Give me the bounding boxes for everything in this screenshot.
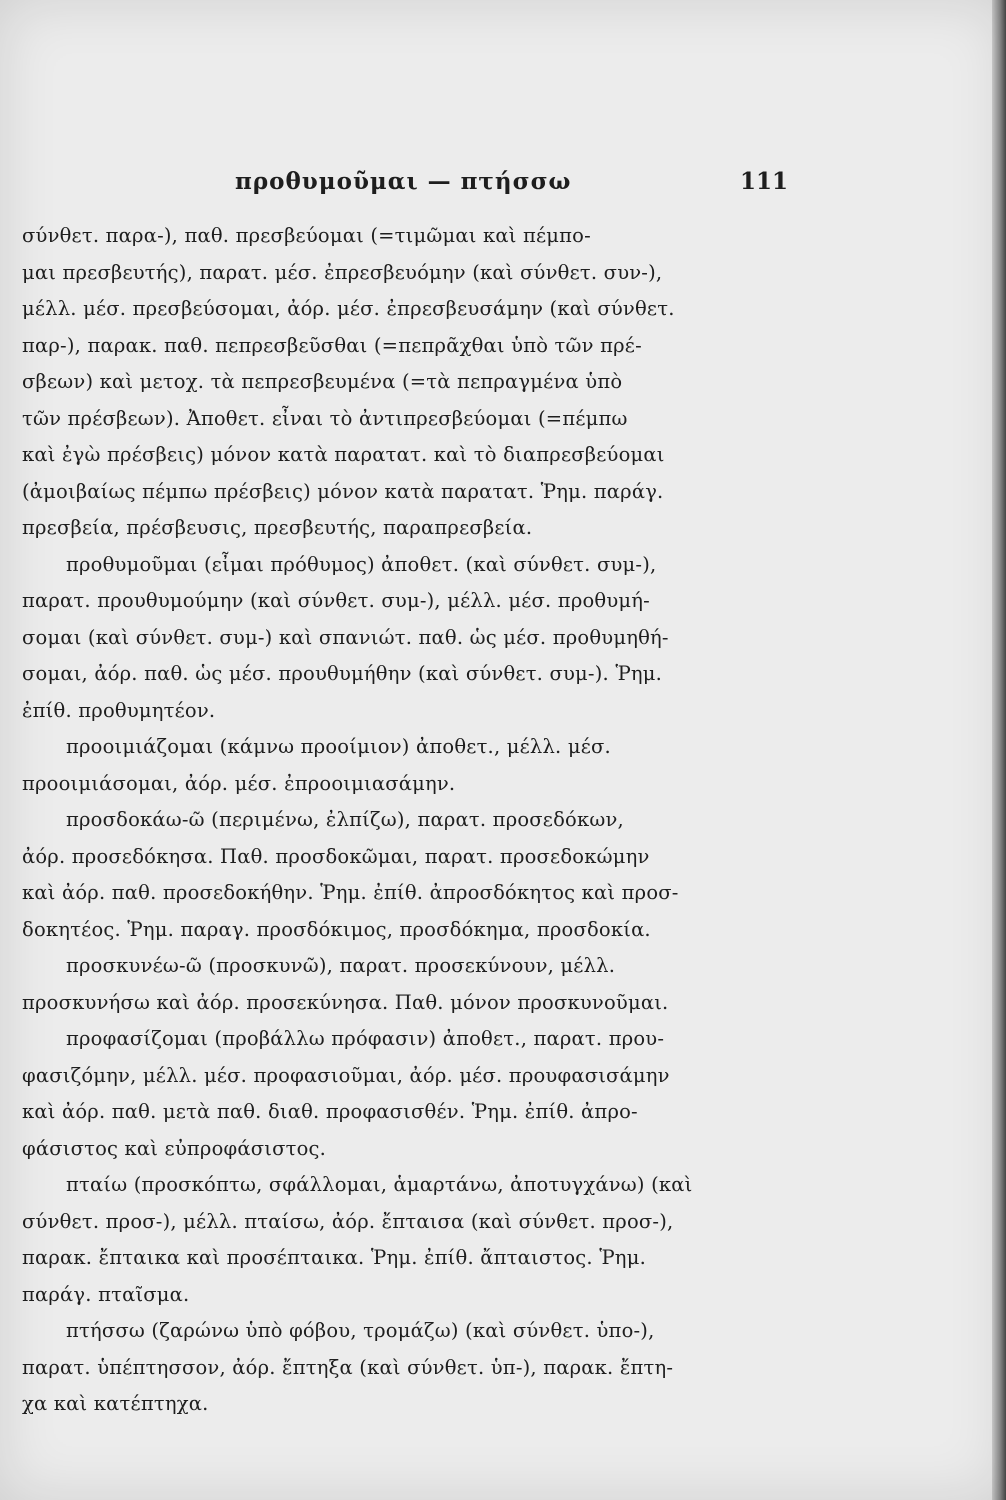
text-line: χα καὶ κατέπτηχα. bbox=[22, 1392, 209, 1415]
text-line: μέλλ. μέσ. πρεσβεύσομαι, ἀόρ. μέσ. ἐπρεσβευσάμην (καὶ σύνθετ. bbox=[22, 297, 675, 320]
text-line: σομαι (καὶ σύνθετ. συμ-) καὶ σπανιώτ. παθ. ὡς μέσ. προθυμηθή- bbox=[22, 625, 669, 649]
text-line: σβεων) καὶ μετοχ. τὰ πεπρεσβευμένα (=τὰ πεπραγμένα ὑπὸ bbox=[22, 370, 623, 393]
text-line: σύνθετ. προσ-), μέλλ. πταίσω, ἀόρ. ἔπταισα (καὶ σύνθετ. προσ-), bbox=[22, 1209, 674, 1233]
text-line: τῶν πρέσβεων). Ἀποθετ. εἶναι τὸ ἀντιπρεσβεύομαι (=πέμπω bbox=[22, 406, 628, 430]
running-header bbox=[0, 160, 1006, 200]
page-number: 111 bbox=[740, 168, 789, 195]
text-line: παρ-), παρακ. παθ. πεπρεσβεῦσθαι (=πεπρᾶχθαι ὑπὸ τῶν πρέ- bbox=[22, 333, 642, 357]
running-title: προθυμοῦμαι — πτήσσω bbox=[235, 168, 572, 195]
text-line: δοκητέος. Ῥημ. παραγ. προσδόκιμος, προσδόκημα, προσδοκία. bbox=[22, 917, 651, 941]
text-line: ἀόρ. προσεδόκησα. Παθ. προσδοκῶμαι, παρατ. προσεδοκώμην bbox=[22, 844, 650, 868]
text-line: παρατ. προυθυμούμην (καὶ σύνθετ. συμ-), μέλλ. μέσ. προθυμή- bbox=[22, 589, 650, 612]
entry-line: προσδοκάω-ῶ (περιμένω, ἐλπίζω), παρατ. προσεδόκων, bbox=[66, 808, 624, 831]
text-line: καὶ ἐγὼ πρέσβεις) μόνον κατὰ παρατατ. καὶ τὸ διαπρεσβεύομαι bbox=[22, 443, 665, 466]
text-line: παράγ. πταῖσμα. bbox=[22, 1282, 190, 1306]
text-line: παρακ. ἔπταικα καὶ προσέπταικα. Ῥημ. ἐπίθ. ἄπταιστος. Ῥημ. bbox=[22, 1246, 646, 1269]
text-line: σύνθετ. παρα-), παθ. πρεσβεύομαι (=τιμῶμαι καὶ πέμπο- bbox=[22, 224, 591, 247]
text-line: προοιμιάσομαι, ἀόρ. μέσ. ἐπροοιμιασάμην. bbox=[22, 771, 456, 795]
text-line: καὶ ἀόρ. παθ. μετὰ παθ. διαθ. προφασισθέν. Ῥημ. ἐπίθ. ἀπρο- bbox=[22, 1100, 638, 1123]
entry-line: πτήσσω (ζαρώνω ὑπὸ φόβου, τρομάζω) (καὶ σύνθετ. ὑπο-), bbox=[66, 1319, 655, 1342]
entry-line: προσκυνέω-ῶ (προσκυνῶ), παρατ. προσεκύνουν, μέλλ. bbox=[66, 954, 616, 977]
text-line: μαι πρεσβευτής), παρατ. μέσ. ἐπρεσβευόμην (καὶ σύνθετ. συν-), bbox=[22, 260, 663, 284]
text-line: φασιζόμην, μέλλ. μέσ. προφασιοῦμαι, ἀόρ. μέσ. προυφασισάμην bbox=[22, 1063, 670, 1087]
text-line: πρεσβεία, πρέσβευσις, πρεσβευτής, παραπρεσβεία. bbox=[22, 516, 533, 539]
book-spine-shadow bbox=[992, 0, 1006, 1500]
entry-line: προφασίζομαι (προβάλλω πρόφασιν) ἀποθετ., παρατ. πρου- bbox=[66, 1027, 665, 1050]
text-line: προσκυνήσω καὶ ἀόρ. προσεκύνησα. Παθ. μόνον προσκυνοῦμαι. bbox=[22, 990, 669, 1014]
text-line: ἐπίθ. προθυμητέον. bbox=[22, 698, 216, 722]
entry-line: πταίω (προσκόπτω, σφάλλομαι, ἁμαρτάνω, ἀποτυγχάνω) (καὶ bbox=[66, 1173, 693, 1196]
text-line: καὶ ἀόρ. παθ. προσεδοκήθην. Ῥημ. ἐπίθ. ἀπροσδόκητος καὶ προσ- bbox=[22, 881, 679, 904]
entry-line: προθυμοῦμαι (εἶμαι πρόθυμος) ἀποθετ. (καὶ σύνθετ. συμ-), bbox=[66, 552, 657, 576]
dictionary-text bbox=[22, 218, 800, 1423]
text-line: σομαι, ἀόρ. παθ. ὡς μέσ. προυθυμήθην (καὶ σύνθετ. συμ-). Ῥημ. bbox=[22, 662, 663, 685]
entry-line: προοιμιάζομαι (κάμνω προοίμιον) ἀποθετ., μέλλ. μέσ. bbox=[66, 735, 611, 758]
text-line: φάσιστος καὶ εὐπροφάσιστος. bbox=[22, 1136, 327, 1160]
text-line: (ἀμοιβαίως πέμπω πρέσβεις) μόνον κατὰ παρατατ. Ῥημ. παράγ. bbox=[22, 479, 664, 503]
text-line: παρατ. ὑπέπτησσον, ἀόρ. ἔπτηξα (καὶ σύνθετ. ὑπ-), παρακ. ἔπτη- bbox=[22, 1355, 674, 1379]
